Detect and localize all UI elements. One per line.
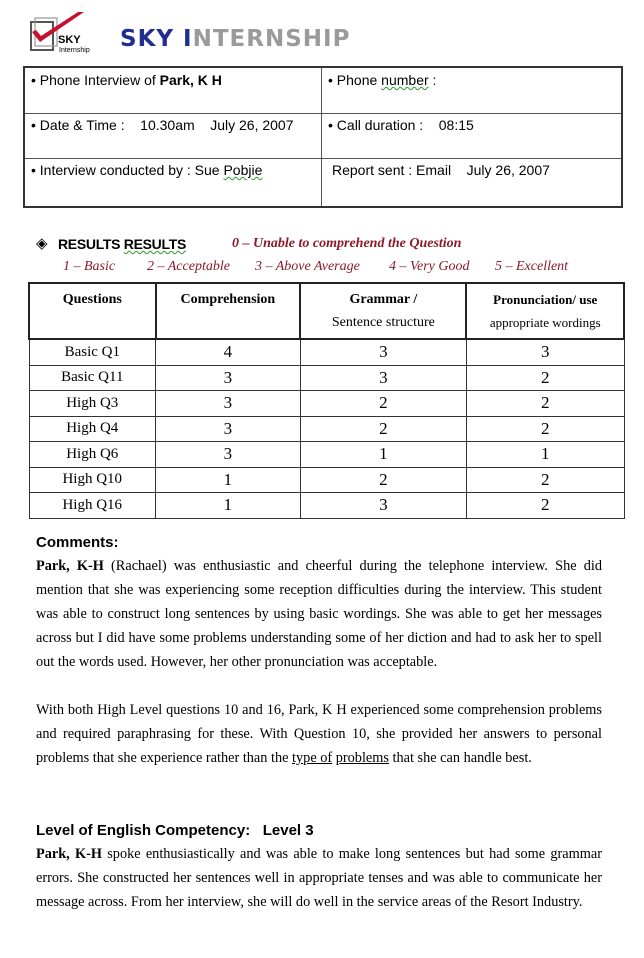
header-grammar [300, 283, 466, 339]
level-text: spoke enthusiastically and was able to make long sentences but had some grammar errors. She constructed her sentences well in appropriate tenses and was able to communicate her message across. From her interview, she will do well in the service areas of the Resort Industry. [36, 846, 602, 910]
grammar-cell: 3 [300, 339, 466, 365]
phone-label-pre: Phone [336, 72, 382, 88]
comprehension-cell: 1 [156, 467, 301, 493]
pronunciation-cell: 2 [466, 493, 624, 519]
level-heading-label: Level of English Competency: [36, 822, 251, 839]
question-cell: High Q16 [29, 493, 156, 519]
conducted-by-cell: • Interview conducted by : Sue Pobjie [31, 162, 263, 178]
duration-value: 08:15 [438, 117, 474, 133]
grammar-cell: 2 [300, 391, 466, 417]
legend-zero [232, 236, 461, 252]
phone-label-post: : [428, 72, 437, 88]
legend-item-4: 4 – Very Good [389, 259, 470, 274]
results-table [28, 282, 625, 519]
pronunciation-cell: 2 [466, 391, 624, 417]
header [28, 8, 628, 58]
header-pronunciation [466, 283, 624, 339]
comments-p2-underline-1: type of [292, 750, 333, 766]
question-cell: High Q6 [29, 442, 156, 468]
interview-of-cell: • Phone Interview of Park, K H [31, 72, 222, 88]
header-grammar-line2: Sentence structure [331, 315, 435, 330]
title-rest: NTERNSHIP [192, 26, 351, 52]
call-duration-cell: • Call duration : 08:15 [328, 117, 474, 133]
datetime-date: July 26, 2007 [210, 117, 294, 133]
comments-p2-b: that she can handle best. [388, 750, 532, 766]
header-pron-line1: Pronunciation/ use [493, 292, 598, 307]
table-row [29, 365, 624, 391]
grammar-cell: 2 [300, 416, 466, 442]
comments-p1-name: Park, K-H [36, 558, 104, 574]
interview-info-box [23, 66, 623, 208]
question-cell: Basic Q1 [29, 339, 156, 365]
logo-sub-text: Internship [59, 47, 90, 54]
pronunciation-cell: 2 [466, 467, 624, 493]
header-pron-line2: appropriate wordings [489, 315, 601, 330]
legend-zero-text: 0 – Unable to comprehend the Question [232, 236, 462, 251]
comments-p1-text: (Rachael) was enthusiastic and cheerful during the telephone interview. She did mention that she was experiencing some reception difficulties during the interview. This student was able to construct long sentences by using basic wordings. She was able to get her messages across but I did have some problems understanding some of her diction and had to ask her to spell out the words used. However, her other pronunciation was acceptable. [36, 558, 602, 670]
legend-item-2: 2 – Acceptable [147, 259, 230, 274]
report-label: Report sent : [332, 162, 417, 178]
table-row [29, 493, 624, 519]
table-row [29, 416, 624, 442]
datetime-label: Date & Time : [39, 117, 125, 133]
comprehension-cell: 3 [156, 391, 301, 417]
table-row [29, 442, 624, 468]
pronunciation-cell: 2 [466, 365, 624, 391]
comprehension-cell: 4 [156, 339, 301, 365]
interview-name: Park, K H [159, 72, 222, 88]
conducted-label: Interview conducted by : Sue [39, 162, 224, 178]
duration-label: Call duration : [336, 117, 424, 133]
title-first: SKY I [120, 26, 193, 52]
interview-label: Phone Interview of [39, 72, 160, 88]
datetime-time: 10.30am [140, 117, 195, 133]
page-title [120, 26, 350, 52]
grammar-cell: 3 [300, 365, 466, 391]
header-questions: Questions [29, 283, 156, 339]
results-title-b: RESULTS [123, 236, 186, 252]
comments-paragraph-2 [36, 698, 602, 770]
date-time-cell: • Date & Time : 10.30am July 26, 2007 [31, 117, 294, 133]
level-name: Park, K-H [36, 846, 102, 862]
phone-number-cell: • Phone number : [328, 72, 437, 88]
table-header-row [29, 283, 624, 339]
results-title [58, 236, 186, 252]
question-cell: Basic Q11 [29, 365, 156, 391]
comments-paragraph-1 [36, 554, 602, 674]
table-row [29, 467, 624, 493]
level-value: Level 3 [262, 822, 314, 839]
table-row [29, 339, 624, 365]
report-date: July 26, 2007 [466, 162, 550, 178]
grammar-cell: 1 [300, 442, 466, 468]
question-cell: High Q3 [29, 391, 156, 417]
header-comprehension: Comprehension [156, 283, 301, 339]
comments-p2-a: With both High Level questions 10 and 16, Park, K H experienced some comprehension problems and required paraphrasing for these. With Question 10, she provided her answers to personal problems that she experience rather than the [36, 702, 602, 766]
level-paragraph [36, 842, 602, 914]
grammar-cell: 3 [300, 493, 466, 519]
pronunciation-cell: 1 [466, 442, 624, 468]
pronunciation-cell: 2 [466, 416, 624, 442]
results-title-a: RESULTS [58, 236, 124, 252]
comprehension-cell: 3 [156, 365, 301, 391]
comprehension-cell: 3 [156, 442, 301, 468]
comprehension-cell: 1 [156, 493, 301, 519]
comments-heading: Comments: [36, 534, 119, 551]
logo-brand-text: SKY [58, 34, 81, 46]
table-row [29, 391, 624, 417]
legend-item-3: 3 – Above Average [255, 259, 360, 274]
diamond-bullet-icon: ◈ [36, 235, 48, 252]
legend-item-1: 1 – Basic [63, 259, 116, 274]
question-cell: High Q4 [29, 416, 156, 442]
report-method: Email [416, 162, 452, 178]
phone-label-word: number [381, 72, 429, 88]
conducted-name: Pobjie [223, 162, 263, 178]
header-grammar-line1: Grammar / [349, 292, 418, 307]
pronunciation-cell: 3 [466, 339, 624, 365]
report-sent-cell [322, 158, 622, 208]
level-heading [36, 822, 314, 839]
sky-logo [28, 8, 92, 58]
comments-p2-underline-2: problems [335, 750, 389, 766]
legend-item-5: 5 – Excellent [495, 259, 569, 274]
grammar-cell: 2 [300, 467, 466, 493]
comprehension-cell: 3 [156, 416, 301, 442]
question-cell: High Q10 [29, 467, 156, 493]
